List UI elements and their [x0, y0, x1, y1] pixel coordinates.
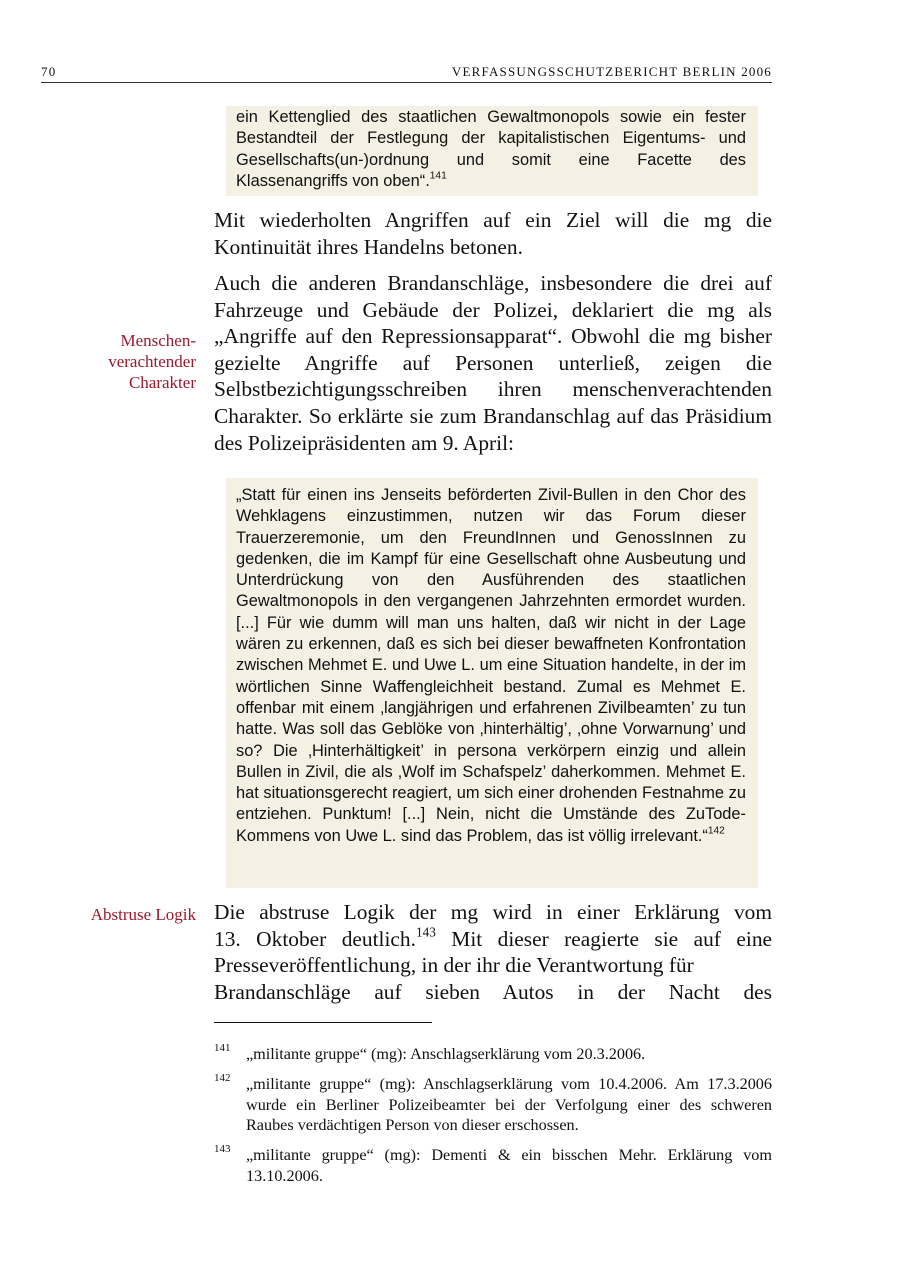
- footnote-number: 141: [214, 1042, 231, 1054]
- quote-block-1: [226, 106, 758, 196]
- margin-note-line: Menschen-: [120, 331, 196, 350]
- footnote-text: „militante gruppe“ (mg): Dementi & ein bisschen Mehr. Erklärung vom 13.10.2006.: [246, 1146, 772, 1185]
- margin-note-contemptuous-character: [108, 330, 196, 393]
- quote-block-2: [226, 478, 758, 888]
- footnote-142: [214, 1074, 772, 1136]
- margin-note-abstruse-logic: Abstruse Logik: [90, 905, 196, 924]
- running-header: [41, 62, 772, 83]
- margin-note-line: Charakter: [128, 373, 196, 392]
- footnote-ref: 143: [415, 924, 436, 940]
- footnote-143: [214, 1145, 772, 1186]
- paragraph-arson-attacks: Auch die anderen Brandanschläge, insbesondere die drei auf Fahrzeuge und Gebäude der Polizei, deklariert die mg als „Angriffe auf den Repressionsapparat“. Obwohl die mg bisher gezielte Angriffe auf Personen unterließ, zeigen die Selbstbezichtigungsschreiben ihren menschenverachtenden Charakter. So erklärte sie zum Brandanschlag auf das Präsidium des Polizeipräsidenten am 9. April:: [214, 271, 772, 455]
- footnote-number: 143: [214, 1143, 231, 1155]
- quote-text: ein Kettenglied des staatlichen Gewaltmonopols sowie ein fester Bestandteil der Festlegung der kapitalistischen Eigentums- und Gesellschafts(un-)ordnung und somit eine Facette des Klassenangriffs von oben“.$^{141}$: [236, 108, 746, 190]
- footnote-text: „militante gruppe“ (mg): Anschlagserklärung vom 20.3.2006.: [246, 1045, 646, 1063]
- footnote-number: 142: [214, 1072, 231, 1084]
- report-title: VERFASSUNGSSCHUTZBERICHT BERLIN 2006: [451, 64, 772, 79]
- footnote-ref: 142: [707, 825, 725, 837]
- page-number: 70: [41, 64, 57, 79]
- margin-note-line: verachtender: [108, 352, 196, 371]
- footnote-separator: [214, 1022, 432, 1023]
- paragraph-abstruse-logic: Die abstruse Logik der mg wird in einer Erklärung vom 13. Oktober deutlich.$^{143}$ Mit dieser reagierte sie auf eine Presseveröffentlichung, in der ihr die Verantwortung für Brandanschläge auf sieben Autos in der Nacht des: [214, 900, 773, 1004]
- last-line: Brandanschläge auf sieben Autos in der Nacht des: [214, 979, 772, 1004]
- quote-text: „Statt für einen ins Jenseits beförderten Zivil-Bullen in den Chor des Wehklagens einzustimmen, nutzen wir das Forum dieser Trauerzeremonie, um den FreundInnen und GenossInnen zu gedenken, die im Kampf für eine Gesellschaft ohne Ausbeutung und Unterdrückung von den Ausführenden des staatlichen Gewaltmonopols in den vergangenen Jahrzehnten ermordet wurden. [...] Für wie dumm will man uns halten, daß wir nicht in der Lage wären zu erkennen, daß es sich bei dieser bewaffneten Konfrontation zwischen Mehmet E. und Uwe L. um eine Situation handelte, in der im wörtlichen Sinne Waffengleichheit bestand. Zumal es Mehmet E. offenbar mit einem ‚langjährigen und erfahrenen Zivilbeamten’ zu tun hatte. Was soll das Geblöke von ‚hinterhältig’, ‚ohne Vorwarnung’ und so? Die ‚Hinterhältigkeit’ in persona verkörpern einzig und allein Bullen in Zivil, die als ‚Wolf im Schafspelz’ daherkommen. Mehmet E. hat situationsgerecht reagiert, um sich einer drohenden Festnahme zu entziehen. Punktum! [...] Nein, nicht die Umstände des ZuTode-Kommens von Uwe L. sind das Problem, das ist völlig irrelevant.“$^{142}$: [236, 486, 746, 845]
- paragraph-continuity: Mit wiederholten Angriffen auf ein Ziel will die mg die Kontinuität ihres Handelns betonen.: [214, 208, 772, 259]
- footnote-text: „militante gruppe“ (mg): Anschlagserklärung vom 10.4.2006. Am 17.3.2006 wurde ein Berliner Polizeibeamter bei der Verfolgung einer des schweren Raubes verdächtigen Person von dieser erschossen.: [246, 1075, 772, 1134]
- footnote-141: [214, 1044, 772, 1065]
- footnote-ref: 141: [429, 170, 447, 182]
